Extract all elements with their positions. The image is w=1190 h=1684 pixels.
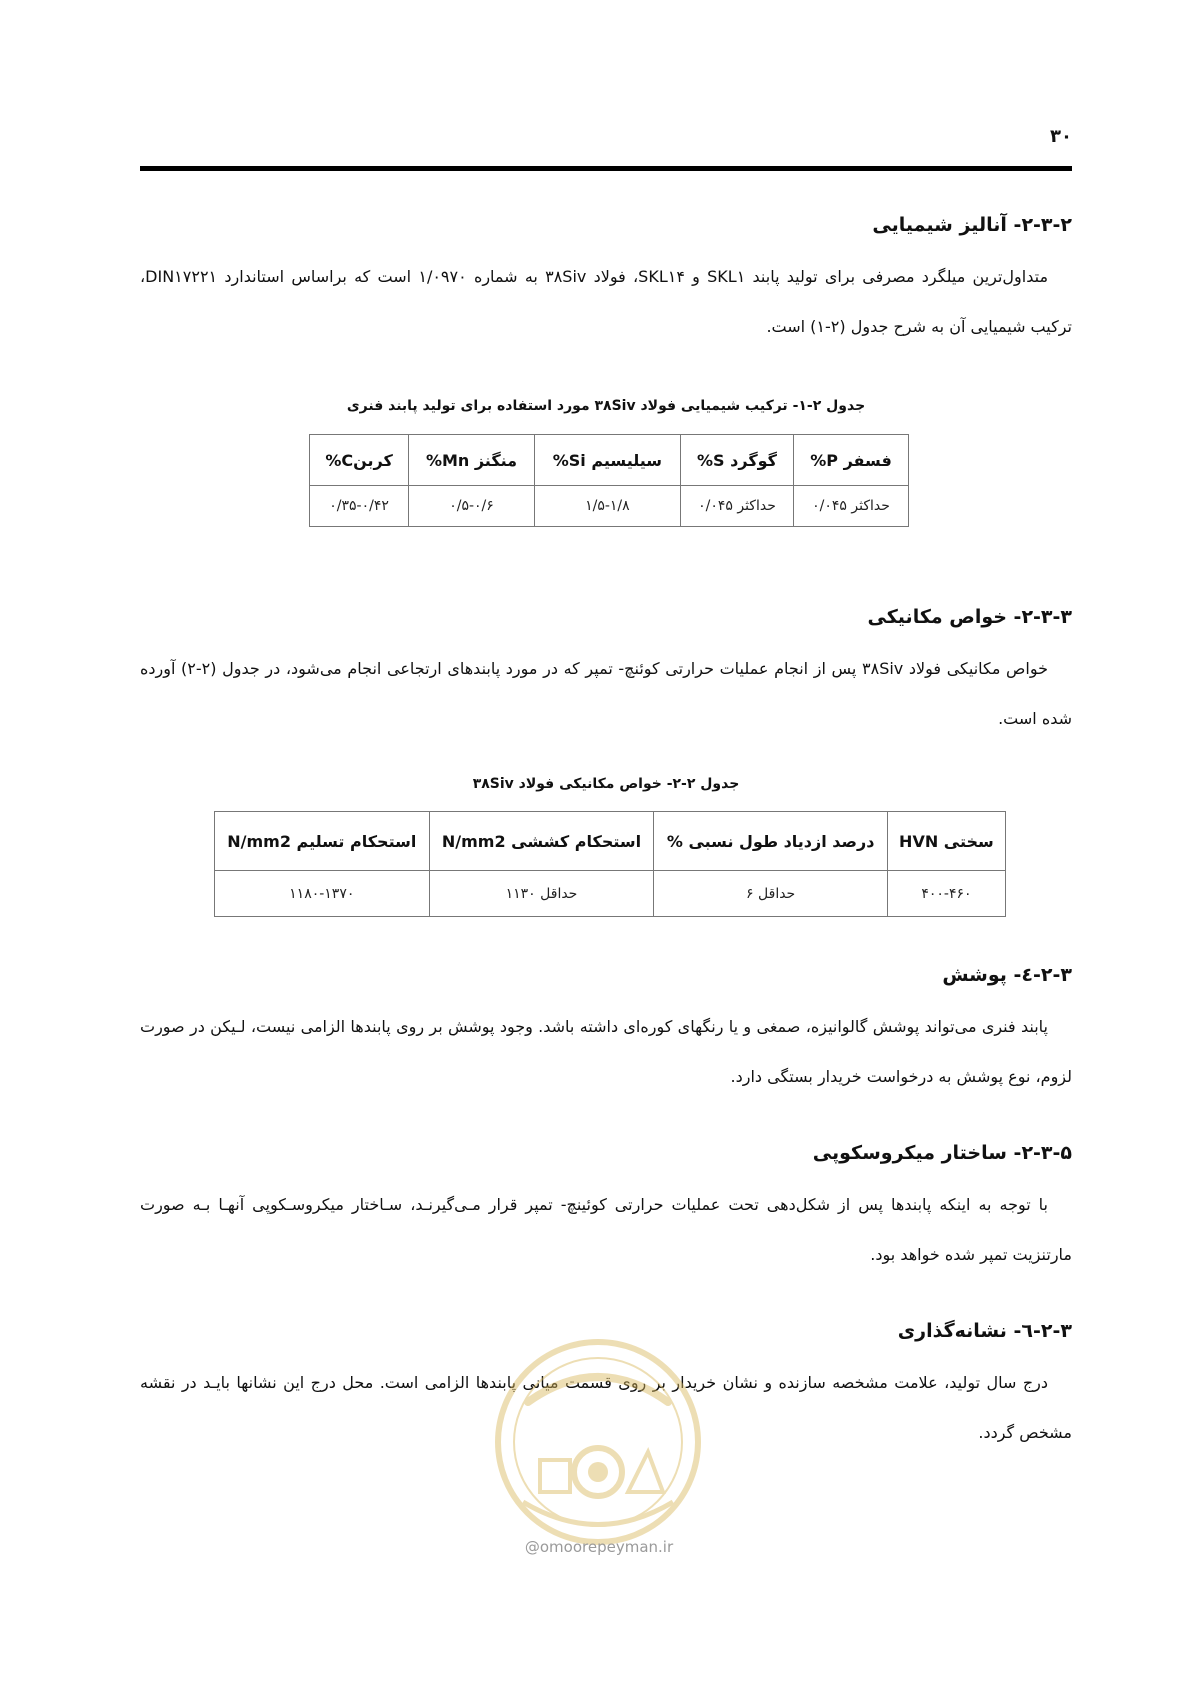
table1-cell: ۱/۵-۱/۸ xyxy=(534,486,680,527)
section-heading-chemical: ۲-۳-۲- آنالیز شیمیایی xyxy=(872,214,1072,236)
table1-header-cell: گوگرد S% xyxy=(680,435,793,486)
paragraph-mechanical xyxy=(140,644,1072,744)
watermark-url xyxy=(494,1538,704,1556)
section-heading-mechanical: ۲-۳-۳- خواص مکانیکی xyxy=(867,606,1072,628)
page-number: ۳۰ xyxy=(1050,126,1072,147)
paragraph-microstructure xyxy=(140,1180,1072,1280)
table2-header-cell: استحکام تسلیم N/mm2 xyxy=(215,812,430,871)
table1 xyxy=(309,434,909,527)
table2-cell: حداقل ۱۱۳۰ xyxy=(429,871,654,917)
paragraph-mechanical-text: خواص مکانیکی فولاد ۳۸Siv پس از انجام عملیات حرارتی کوئنچ- تمپر که در مورد پابندهای ارتجاعی انجام می‌شود، در جدول (۲-۲) آورده شده است. xyxy=(140,659,1072,728)
table1-header-cell: منگنز Mn% xyxy=(409,435,535,486)
table1-cell: حداکثر ۰/۰۴۵ xyxy=(794,486,909,527)
section-heading-coating: ۲-۳-٤- پوشش xyxy=(942,964,1072,986)
table2-cell: ۴۰۰-۴۶۰ xyxy=(887,871,1005,917)
table2-cell: حداقل ۶ xyxy=(654,871,887,917)
paragraph-coating xyxy=(140,1002,1072,1102)
table1-header-row xyxy=(310,435,909,486)
table1-cell: ۰/۵-۰/۶ xyxy=(409,486,535,527)
table2-cell: ۱۱۸۰-۱۳۷۰ xyxy=(215,871,430,917)
paragraph-coating-text: پابند فنری می‌تواند پوشش گالوانیزه، صمغی و یا رنگهای کوره‌ای داشته باشد. وجود پوشش بر روی پابندها الزامی نیست، لـیکن در صورت لزوم، نوع پوشش به درخواست خریدار بستگی دارد. xyxy=(140,1017,1072,1086)
paragraph-chemical-text: متداول‌ترین میلگرد مصرفی برای تولید پابند SKL۱ و SKL۱۴، فولاد ۳۸Siv به شماره ۱/۰۹۷۰ است که براساس استاندارد DIN۱۷۲۲۱، ترکیب شیمیایی آن به شرح جدول (۲-۱) است. xyxy=(140,267,1072,336)
table2-header-cell: سختی HVN xyxy=(887,812,1005,871)
paragraph-marking-text: درج سال تولید، علامت مشخصه سازنده و نشان خریدار بر روی قسمت میانی پابندها الزامی است. محل درج این نشانها بایـد در نقشه مشخص گردد. xyxy=(140,1373,1072,1442)
table2 xyxy=(214,811,1006,917)
watermark-url-text: omoorepeyman.ir xyxy=(539,1538,674,1556)
at-icon: @ xyxy=(524,1538,540,1556)
table2-header-cell: درصد ازدیاد طول نسبی % xyxy=(654,812,887,871)
table2-header-cell: استحکام کششی N/mm2 xyxy=(429,812,654,871)
table1-row xyxy=(310,486,909,527)
table2-row xyxy=(215,871,1006,917)
watermark-logo xyxy=(488,1332,708,1572)
table2-caption: جدول ۲-۲- خواص مکانیکی فولاد ۳۸Siv xyxy=(472,776,740,792)
section-heading-microstructure: ۲-۳-۵- ساختار میکروسکوپی xyxy=(812,1142,1072,1164)
table1-cell: حداکثر ۰/۰۴۵ xyxy=(680,486,793,527)
header-rule xyxy=(140,166,1072,171)
paragraph-chemical xyxy=(140,252,1072,352)
section-heading-marking: ۲-۳-٦- نشانه‌گذاری xyxy=(897,1320,1072,1342)
table1-caption: جدول ۲-۱- ترکیب شیمیایی فولاد ۳۸Siv مورد استفاده برای تولید پابند فنری xyxy=(346,398,866,414)
paragraph-microstructure-text: با توجه به اینکه پابندها پس از شکل‌دهی تحت عملیات حرارتی کوئینچ- تمپر قرار مـی‌گیرنـد، سـاختار میکروسـکوپی آنهـا بـه صورت مارتنزیت تمپر شده خواهد بود. xyxy=(140,1195,1072,1264)
table2-header-row xyxy=(215,812,1006,871)
table1-header-cell: سیلیسیم Si% xyxy=(534,435,680,486)
table1-header-cell: کربنC% xyxy=(310,435,409,486)
table1-cell: ۰/۳۵-۰/۴۲ xyxy=(310,486,409,527)
table1-header-cell: فسفر P% xyxy=(794,435,909,486)
